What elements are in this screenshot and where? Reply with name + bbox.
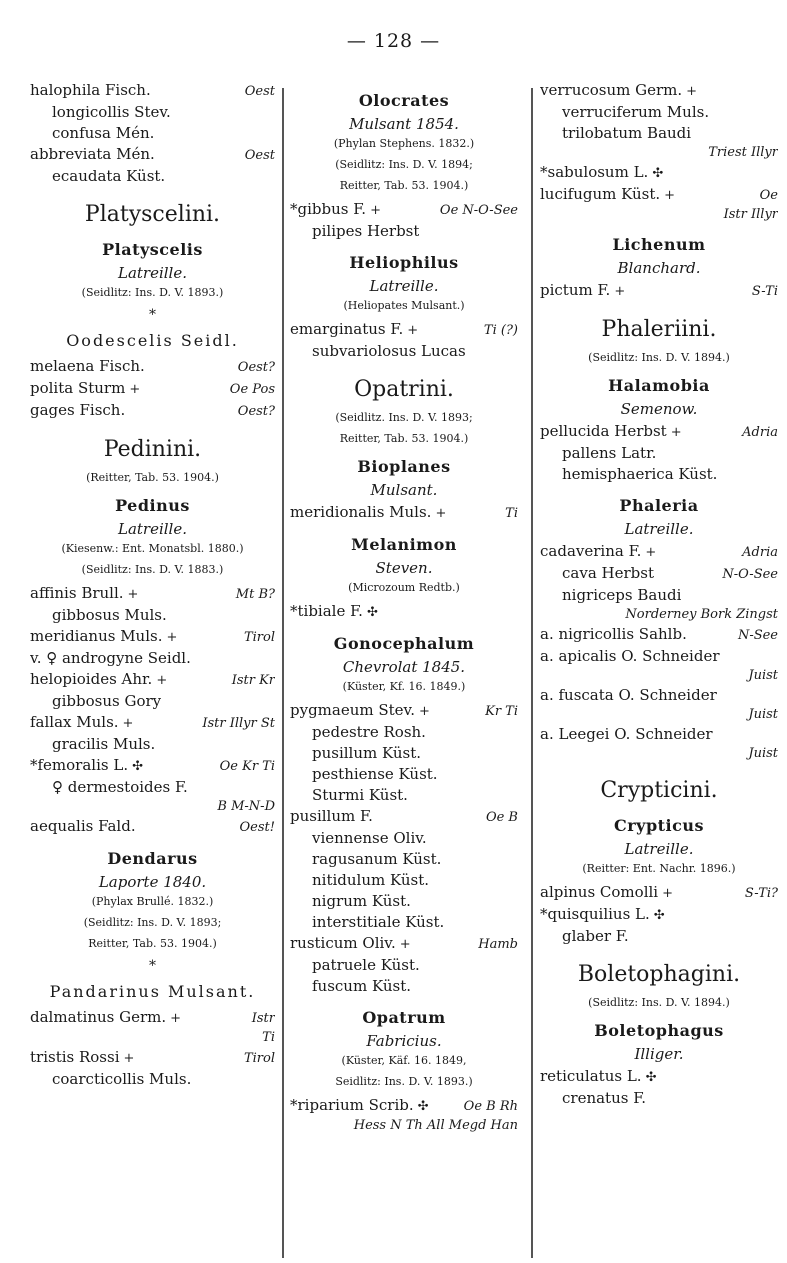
distribution-sign: +	[166, 630, 178, 645]
subgenus-heading: Pandarinus Mulsant.	[49, 982, 256, 1001]
species-name: a. nigricollis Sahlb.	[540, 625, 687, 643]
genus-author: Latreille.	[117, 264, 188, 282]
species-entry	[540, 624, 778, 646]
locality-line: Istr Illyr	[723, 207, 778, 222]
species-entry	[30, 626, 275, 648]
synonym-entry	[290, 955, 518, 976]
distribution-sign: +	[435, 506, 447, 521]
species-name: a. Leegei O. Schneider	[540, 725, 713, 743]
synonym-entry	[290, 221, 518, 242]
distribution-sign: +	[123, 1051, 135, 1066]
species-name: longicollis Stev.	[52, 103, 171, 121]
species-entry	[290, 1095, 518, 1117]
distribution-sign: +	[686, 84, 698, 99]
species-name: *quisquilius L.	[540, 905, 650, 923]
species-entry	[30, 755, 275, 777]
genus-heading: Bioplanes	[357, 457, 451, 476]
species-entry	[290, 502, 518, 524]
tribe-heading: Crypticini.	[600, 778, 718, 803]
synonym-entry	[30, 734, 275, 755]
locality-line: Triest Illyr	[708, 145, 778, 160]
literature-reference: (Seidlitz: Ins. D. V. 1893.)	[81, 286, 224, 299]
species-name: *sabulosum L.	[540, 163, 649, 181]
species-name: pedestre Rosh.	[312, 723, 426, 741]
subgenus-heading: Oodescelis Seidl.	[66, 331, 239, 350]
species-name: fallax Muls.	[30, 713, 119, 731]
literature-reference: Seidlitz: Ins. D. V. 1893.)	[335, 1075, 473, 1088]
species-entry	[290, 319, 518, 341]
species-name: alpinus Comolli	[540, 883, 659, 901]
species-entry	[540, 724, 778, 745]
genus-author: Illiger.	[634, 1045, 684, 1063]
species-entry	[540, 80, 778, 102]
species-name: Sturmi Küst.	[312, 786, 408, 804]
literature-reference: Reitter, Tab. 53. 1904.)	[339, 432, 469, 445]
species-name: a. apicalis O. Schneider	[540, 647, 720, 665]
species-name: *tibiale F.	[290, 602, 363, 620]
genus-heading: Crypticus	[614, 816, 704, 835]
species-entry	[290, 933, 518, 955]
distribution-sign: +	[370, 203, 381, 218]
species-entry	[540, 646, 778, 667]
species-entry	[30, 80, 275, 102]
species-name: *riparium Scrib.	[290, 1096, 414, 1114]
synonym-entry	[30, 691, 275, 712]
species-entry	[290, 700, 518, 722]
species-name: coarcticollis Muls.	[52, 1070, 192, 1088]
distribution-sign: +	[170, 1011, 182, 1026]
distribution-sign: ✣	[132, 759, 143, 774]
locality: Tirol	[243, 1051, 275, 1066]
genus-heading: Pedinus	[115, 496, 190, 515]
synonym-entry	[540, 926, 778, 947]
locality: Adria	[742, 545, 778, 560]
literature-reference: (Kiesenw.: Ent. Monatsbl. 1880.)	[61, 542, 244, 555]
species-name: ecaudata Küst.	[52, 167, 166, 185]
literature-reference: (Küster, Käf. 16. 1849,	[341, 1054, 467, 1067]
locality-line: Ti	[262, 1030, 275, 1045]
genus-author: Mulsant 1854.	[349, 115, 459, 133]
synonym-entry	[290, 849, 518, 870]
literature-reference: (Küster, Kf. 16. 1849.)	[342, 680, 466, 693]
synonym-entry	[290, 743, 518, 764]
synonym-entry	[30, 102, 275, 123]
genus-heading: Halamobia	[608, 376, 710, 395]
synonym-entry	[540, 443, 778, 464]
species-entry	[290, 601, 518, 623]
genus-author: Blanchard.	[617, 259, 701, 277]
synonym-entry	[290, 764, 518, 785]
synonym-entry	[290, 722, 518, 743]
species-name: ragusanum Küst.	[312, 850, 442, 868]
literature-reference: Reitter, Tab. 53. 1904.)	[339, 179, 469, 192]
distribution-sign: +	[399, 937, 411, 952]
distribution-sign: ✣	[366, 605, 378, 620]
synonym-entry	[540, 123, 778, 144]
locality: Istr	[251, 1011, 275, 1026]
species-name: aequalis Fald.	[30, 817, 136, 835]
species-name: pellucida Herbst	[540, 422, 667, 440]
species-name: helopioides Ahr.	[30, 670, 153, 688]
species-entry	[30, 378, 275, 400]
species-name: tristis Rossi	[30, 1048, 120, 1066]
distribution-sign: +	[614, 284, 626, 299]
species-entry	[30, 816, 275, 838]
species-name: lucifugum Küst.	[540, 185, 661, 203]
species-entry	[540, 280, 778, 302]
species-name: gracilis Muls.	[52, 735, 156, 753]
genus-author: Latreille.	[624, 520, 694, 538]
genus-heading: Platyscelis	[102, 240, 203, 259]
species-name: meridianus Muls.	[30, 627, 163, 645]
distribution-sign: +	[670, 425, 682, 440]
literature-reference: (Reitter, Tab. 53. 1904.)	[86, 471, 219, 484]
species-name: trilobatum Baudi	[562, 124, 692, 142]
locality: Oe Pos	[229, 382, 275, 397]
locality-line: Juist	[748, 668, 778, 683]
species-name: abbreviata Mén.	[30, 145, 155, 163]
distribution-sign: ✣	[645, 1070, 657, 1085]
species-name: dalmatinus Germ.	[30, 1008, 167, 1026]
species-entry	[540, 162, 778, 184]
column-2	[290, 80, 518, 1253]
locality: Tirol	[243, 630, 275, 645]
tribe-heading: Phaleriini.	[601, 317, 717, 342]
species-entry	[30, 648, 275, 669]
genus-author: Fabricius.	[366, 1032, 442, 1050]
species-name: pygmaeum Stev.	[290, 701, 416, 719]
species-name: nigrum Küst.	[312, 892, 411, 910]
literature-reference: (Phylax Brullé. 1832.)	[91, 895, 214, 908]
literature-reference: (Phylan Stephens. 1832.)	[333, 137, 475, 150]
species-name: verrucosum Germ.	[540, 81, 683, 99]
species-entry	[290, 806, 518, 828]
species-name: gibbosus Gory	[52, 692, 162, 710]
species-name: cava Herbst	[562, 564, 654, 582]
species-entry	[30, 144, 275, 166]
synonym-entry	[540, 1088, 778, 1109]
species-entry	[540, 882, 778, 904]
species-entry	[30, 669, 275, 691]
species-name: viennense Oliv.	[312, 829, 427, 847]
genus-heading: Boletophagus	[594, 1021, 724, 1040]
distribution-sign: +	[407, 323, 419, 338]
species-name: pallens Latr.	[562, 444, 657, 462]
species-name: glaber F.	[562, 927, 629, 945]
species-name: cadaverina F.	[540, 542, 642, 560]
locality: Hamb	[478, 937, 518, 952]
genus-heading: Heliophilus	[349, 253, 459, 272]
species-entry	[540, 421, 778, 443]
distribution-sign: +	[662, 886, 673, 901]
species-name: gages Fisch.	[30, 401, 126, 419]
genus-author: Latreille.	[624, 840, 694, 858]
tribe-heading: Platyscelini.	[84, 202, 221, 227]
species-entry	[30, 356, 275, 378]
locality: Oest!	[239, 820, 275, 835]
locality: Oe B Rh	[463, 1099, 518, 1114]
locality-line: Hess N Th All Megd Han	[353, 1118, 518, 1133]
locality: Oest	[244, 148, 275, 163]
synonym-entry	[30, 123, 275, 144]
species-entry	[540, 184, 778, 206]
species-name: nigriceps Baudi	[562, 586, 682, 604]
species-name: hemisphaerica Küst.	[562, 465, 718, 483]
locality: Adria	[742, 425, 778, 440]
synonym-entry	[540, 102, 778, 123]
synonym-entry	[30, 777, 275, 798]
literature-reference: (Seidlitz: Ins. D. V. 1894;	[335, 158, 473, 171]
column-1	[30, 80, 275, 1253]
species-name: confusa Mén.	[52, 124, 155, 142]
locality-line: Juist	[748, 746, 778, 761]
genus-author: Steven.	[375, 559, 433, 577]
species-entry	[30, 583, 275, 605]
species-entry	[30, 400, 275, 422]
species-name: polita Sturm	[30, 379, 126, 397]
species-entry	[30, 712, 275, 734]
synonym-entry	[30, 1069, 275, 1090]
locality-line: Norderney Bork Zingst	[625, 607, 778, 622]
genus-author: Laporte 1840.	[98, 873, 207, 891]
genus-author: Latreille.	[117, 520, 188, 538]
species-name: ♀ dermestoides F.	[52, 778, 188, 796]
distribution-sign: +	[419, 704, 430, 719]
tribe-heading: Boletophagini.	[577, 962, 741, 987]
synonym-entry	[290, 891, 518, 912]
locality: Oest?	[237, 404, 275, 419]
literature-reference: (Heliopates Mulsant.)	[343, 299, 465, 312]
species-name: melaena Fisch.	[30, 357, 145, 375]
synonym-entry	[290, 912, 518, 933]
tribe-heading: Pedinini.	[103, 437, 202, 462]
literature-reference: (Seidlitz. Ins. D. V. 1893;	[335, 411, 473, 424]
locality: Oest	[244, 84, 275, 99]
species-name: verruciferum Muls.	[562, 103, 710, 121]
locality: Ti (?)	[483, 323, 518, 338]
species-entry	[540, 685, 778, 706]
species-entry	[540, 1066, 778, 1088]
tribe-heading: Opatrini.	[354, 377, 454, 402]
species-name: pusillum Küst.	[312, 744, 422, 762]
genus-heading: Lichenum	[612, 235, 706, 254]
locality: Kr Ti	[485, 704, 518, 719]
species-entry	[30, 1007, 275, 1029]
species-entry	[30, 1047, 275, 1069]
species-name: meridionalis Muls.	[290, 503, 432, 521]
literature-reference: (Reitter: Ent. Nachr. 1896.)	[582, 862, 736, 875]
locality: Istr Illyr St	[202, 716, 275, 731]
column-3	[540, 80, 778, 1253]
distribution-sign: ✣	[652, 166, 664, 181]
distribution-sign: +	[664, 188, 676, 203]
species-entry	[290, 199, 518, 221]
species-entry	[540, 904, 778, 926]
locality: S-Ti?	[744, 886, 778, 901]
species-name: pesthiense Küst.	[312, 765, 438, 783]
species-name: nitidulum Küst.	[312, 871, 430, 889]
locality: Mt B?	[235, 587, 275, 602]
species-name: pilipes Herbst	[312, 222, 420, 240]
genus-heading: Melanimon	[351, 535, 457, 554]
synonym-entry	[290, 828, 518, 849]
species-name: subvariolosus Lucas	[312, 342, 466, 360]
genus-heading: Gonocephalum	[333, 634, 475, 653]
column-divider	[531, 88, 533, 1258]
species-name: fuscum Küst.	[312, 977, 411, 995]
literature-reference: (Seidlitz: Ins. D. V. 1883.)	[81, 563, 224, 576]
genus-author: Latreille.	[369, 277, 439, 295]
literature-reference: (Seidlitz: Ins. D. V. 1894.)	[588, 351, 730, 364]
distribution-sign: +	[127, 587, 139, 602]
synonym-entry	[290, 341, 518, 362]
column-divider	[282, 88, 284, 1258]
species-name: *gibbus F.	[290, 200, 367, 218]
species-name: rusticum Oliv.	[290, 934, 396, 952]
locality: S-Ti	[751, 284, 778, 299]
genus-heading: Dendarus	[107, 849, 198, 868]
locality: N-O-See	[722, 567, 778, 582]
distribution-sign: +	[645, 545, 657, 560]
locality: Oe Kr Ti	[219, 759, 275, 774]
synonym-entry	[290, 785, 518, 806]
species-name: interstitiale Küst.	[312, 913, 445, 931]
synonym-entry	[540, 585, 778, 606]
separator-asterisk: *	[149, 958, 156, 974]
species-name: gibbosus Muls.	[52, 606, 167, 624]
locality: Oe B	[485, 810, 518, 825]
genus-heading: Phaleria	[619, 496, 699, 515]
synonym-entry	[540, 563, 778, 585]
synonym-entry	[30, 166, 275, 187]
species-name: halophila Fisch.	[30, 81, 151, 99]
distribution-sign: ✣	[417, 1099, 429, 1114]
genus-author: Chevrolat 1845.	[342, 658, 466, 676]
locality: Istr Kr	[231, 673, 275, 688]
species-name: *femoralis L.	[30, 756, 129, 774]
species-name: pusillum F.	[290, 807, 373, 825]
genus-heading: Opatrum	[362, 1008, 446, 1027]
separator-asterisk: *	[149, 307, 156, 323]
genus-heading: Olocrates	[358, 91, 450, 110]
locality: Oe	[759, 188, 778, 203]
species-name: affinis Brull.	[30, 584, 124, 602]
locality: Oe N-O-See	[439, 203, 518, 218]
distribution-sign: +	[129, 382, 141, 397]
locality: Oest?	[237, 360, 275, 375]
species-name: a. fuscata O. Schneider	[540, 686, 717, 704]
species-name: v. ♀ androgyne Seidl.	[30, 649, 191, 667]
synonym-entry	[290, 976, 518, 997]
literature-reference: (Seidlitz: Ins. D. V. 1893;	[83, 916, 222, 929]
species-name: emarginatus F.	[290, 320, 404, 338]
distribution-sign: +	[122, 716, 134, 731]
species-name: pictum F.	[540, 281, 611, 299]
synonym-entry	[290, 870, 518, 891]
species-name: reticulatus L.	[540, 1067, 642, 1085]
genus-author: Mulsant.	[370, 481, 438, 499]
distribution-sign: +	[156, 673, 168, 688]
locality: Ti	[505, 506, 518, 521]
locality: N-See	[737, 628, 778, 643]
species-name: patruele Küst.	[312, 956, 420, 974]
page-number: — 128 —	[346, 30, 441, 52]
synonym-entry	[540, 464, 778, 485]
genus-author: Semenow.	[620, 400, 698, 418]
literature-reference: (Microzoum Redtb.)	[348, 581, 460, 594]
literature-reference: Reitter, Tab. 53. 1904.)	[88, 937, 217, 950]
locality-line: B M-N-D	[217, 799, 275, 814]
locality-line: Juist	[748, 707, 778, 722]
species-name: crenatus F.	[562, 1089, 647, 1107]
distribution-sign: ✣	[653, 908, 665, 923]
literature-reference: (Seidlitz: Ins. D. V. 1894.)	[588, 996, 730, 1009]
synonym-entry	[30, 605, 275, 626]
species-entry	[540, 541, 778, 563]
